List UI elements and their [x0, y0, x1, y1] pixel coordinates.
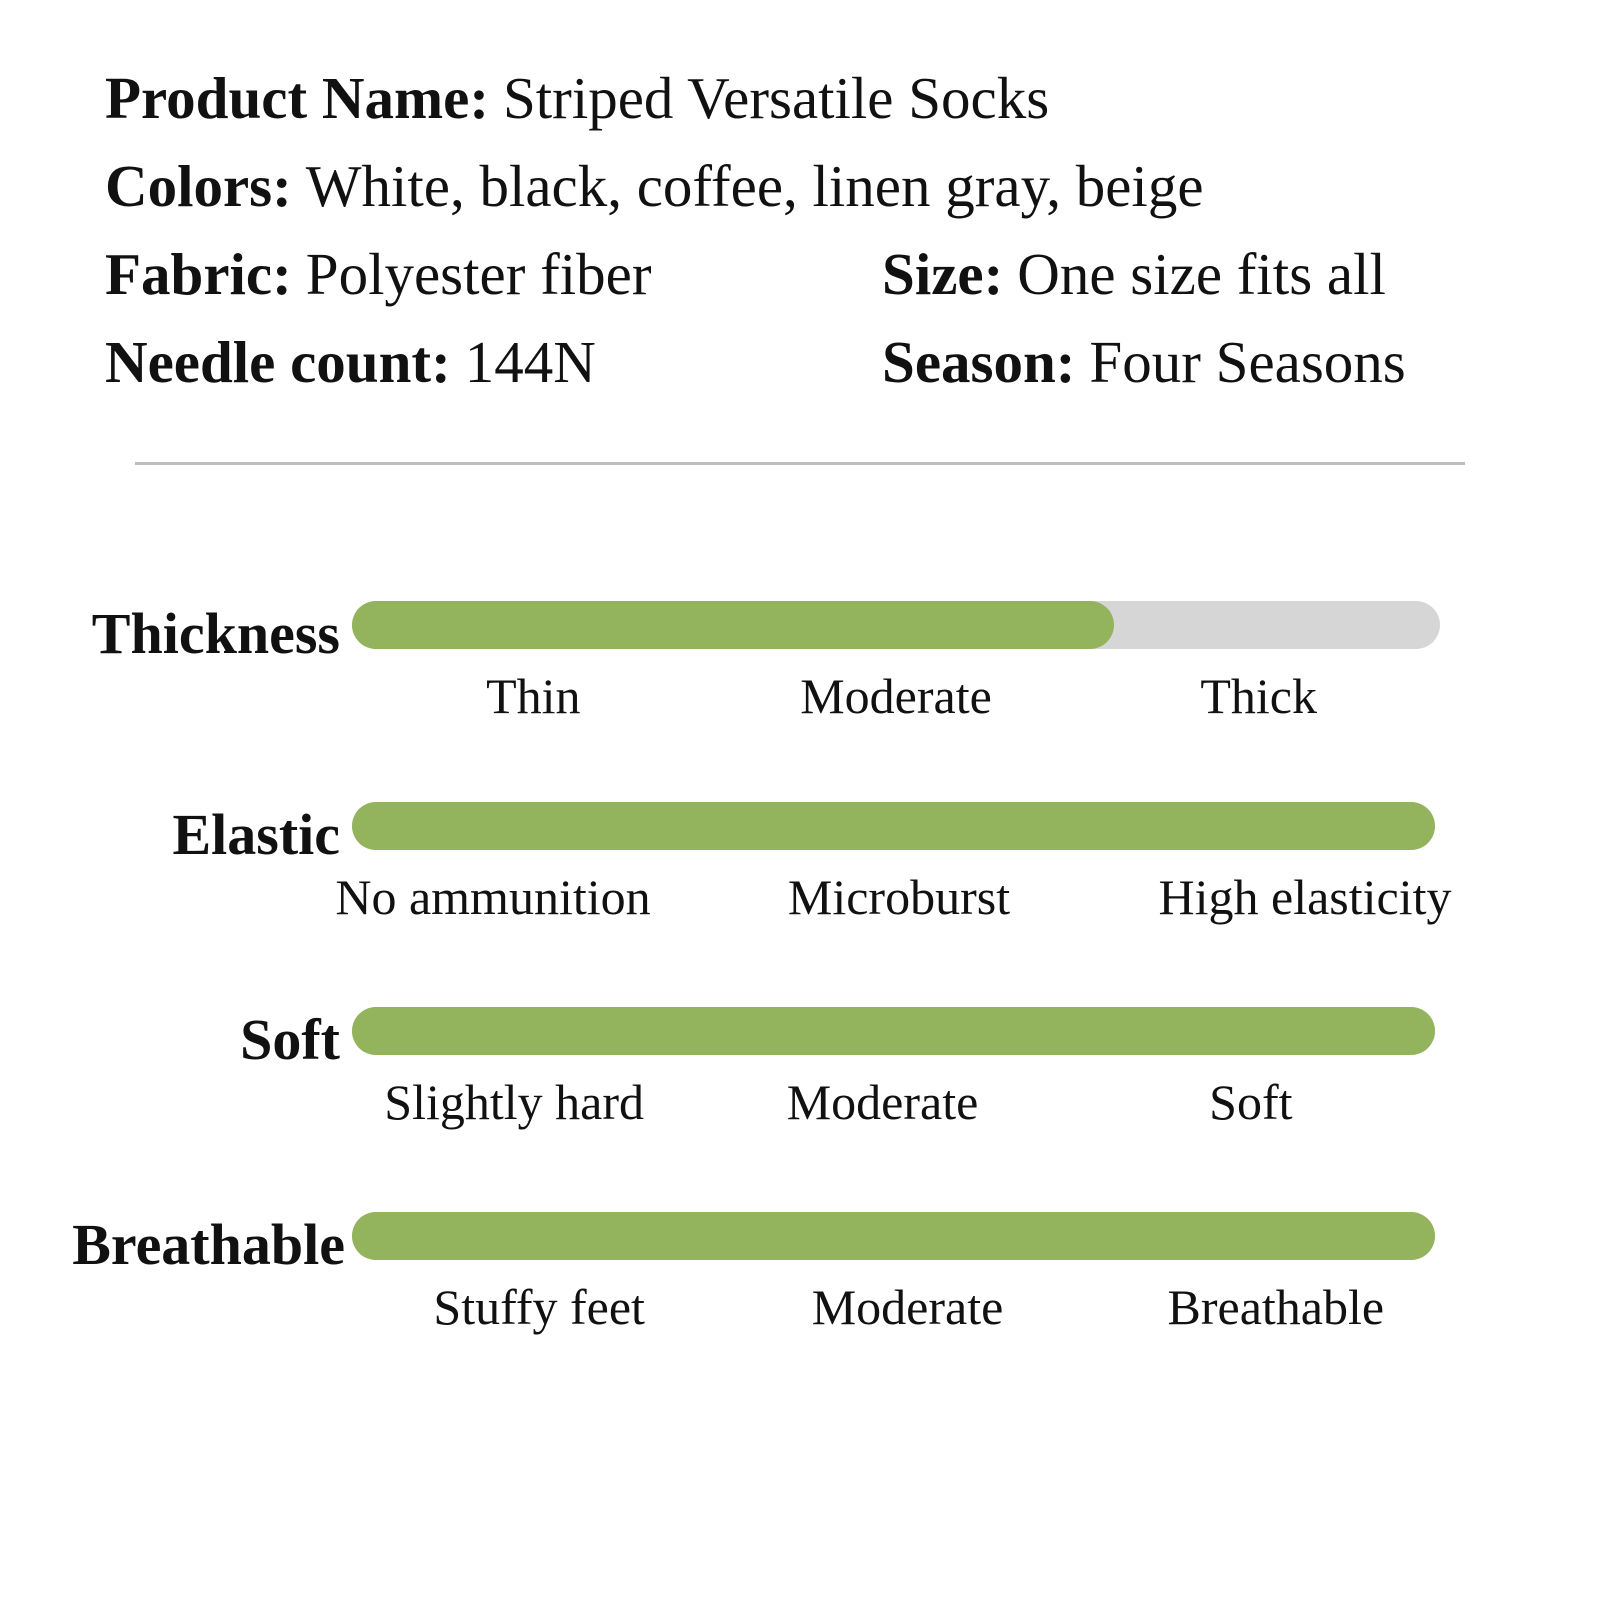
scale-tick-low: Stuffy feet	[433, 1278, 645, 1335]
rating-row-elastic	[0, 788, 1600, 993]
spec-row-needle-season	[0, 324, 1600, 402]
spec-row-colors	[0, 148, 1600, 226]
rating-scale-breathable	[355, 1278, 1460, 1335]
spec-value-needle-count: 144N	[464, 328, 596, 395]
rating-bar-breathable	[352, 1212, 1435, 1260]
rating-label-elastic: Elastic	[172, 801, 340, 867]
scale-tick-mid: Microburst	[787, 868, 1011, 925]
spec-label-colors: Colors:	[105, 152, 292, 219]
spec-value-fabric: Polyester fiber	[305, 240, 652, 307]
rating-bar-fill	[352, 601, 1114, 649]
rating-scale-soft	[330, 1073, 1435, 1130]
scale-tick-high: High elasticity	[1158, 868, 1452, 925]
scale-tick-high: Soft	[1209, 1073, 1293, 1130]
rating-row-thickness	[0, 583, 1600, 788]
spec-pair-size	[882, 236, 1386, 314]
scale-tick-low: Thin	[486, 667, 581, 724]
spec-value-season: Four Seasons	[1089, 328, 1406, 395]
rating-label-soft: Soft	[240, 1006, 340, 1072]
ratings-section	[0, 583, 1600, 1403]
scale-tick-high: Thick	[1200, 667, 1317, 724]
spec-pair-needle-count	[105, 324, 830, 402]
rating-bar-soft	[352, 1007, 1435, 1055]
rating-scale-thickness	[352, 667, 1440, 724]
spec-value-size: One size fits all	[1017, 240, 1386, 307]
rating-bar-thickness	[352, 601, 1440, 649]
spec-pair-fabric	[105, 236, 830, 314]
rating-row-breathable	[0, 1198, 1600, 1403]
spec-row-product-name	[0, 60, 1600, 138]
spec-label-size: Size:	[882, 240, 1004, 307]
spec-label-season: Season:	[882, 328, 1076, 395]
spec-label-fabric: Fabric:	[105, 240, 292, 307]
rating-bar-elastic	[352, 802, 1435, 850]
rating-bar-fill	[352, 802, 1435, 850]
rating-row-soft	[0, 993, 1600, 1198]
scale-tick-mid: Moderate	[811, 1278, 1004, 1335]
spec-label-product-name: Product Name:	[105, 65, 489, 131]
spec-pair-season	[882, 324, 1406, 402]
rating-bar-fill	[352, 1212, 1435, 1260]
rating-label-breathable: Breathable	[72, 1211, 345, 1277]
rating-bar-fill	[352, 1007, 1435, 1055]
spec-row-fabric-size	[0, 236, 1600, 314]
scale-tick-low: No ammunition	[335, 868, 651, 925]
section-divider	[135, 462, 1465, 465]
scale-tick-mid: Moderate	[800, 667, 992, 724]
scale-tick-high: Breathable	[1167, 1278, 1385, 1335]
spec-block	[0, 0, 1600, 402]
scale-tick-mid: Moderate	[786, 1073, 979, 1130]
rating-scale-elastic	[290, 868, 1508, 925]
spec-value-product-name: Striped Versatile Socks	[502, 65, 1050, 131]
rating-label-thickness: Thickness	[91, 600, 340, 666]
spec-value-colors: White, black, coffee, linen gray, beige	[305, 152, 1204, 219]
scale-tick-low: Slightly hard	[384, 1073, 645, 1130]
spec-label-needle-count: Needle count:	[105, 328, 451, 395]
